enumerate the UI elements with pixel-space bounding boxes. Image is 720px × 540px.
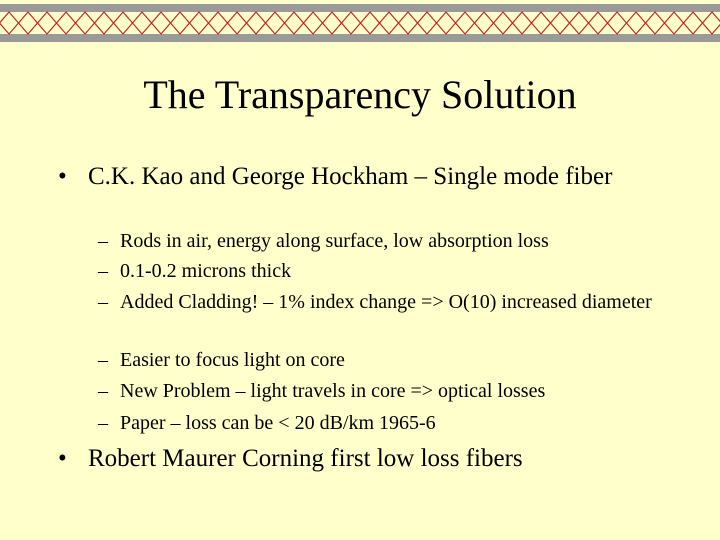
dash-marker: – <box>98 230 108 252</box>
sub-bullet-text: Rods in air, energy along surface, low absorption loss <box>120 230 549 252</box>
dash-marker: – <box>98 380 108 402</box>
bullet-text: C.K. Kao and George Hockham – Single mode fiber <box>88 163 613 190</box>
dash-marker: – <box>98 260 108 282</box>
zigzag-pattern <box>0 12 720 34</box>
sub-bullet-text: New Problem – light travels in core => optical losses <box>120 380 546 402</box>
sub-bullet-item <box>98 378 658 404</box>
sub-bullet-item <box>98 347 658 373</box>
bullet-text: Robert Maurer Corning first low loss fibers <box>88 445 523 472</box>
sub-bullet-item <box>98 410 658 436</box>
bullet-marker: • <box>58 445 67 472</box>
sub-bullet-item <box>98 258 658 284</box>
sub-bullet-text: Paper – loss can be < 20 dB/km 1965-6 <box>120 412 436 434</box>
sub-bullet-text: Easier to focus light on core <box>120 349 345 371</box>
header-decoration <box>0 0 720 48</box>
sub-bullet-text: 0.1-0.2 microns thick <box>120 260 292 282</box>
slide-title: The Transparency Solution <box>143 72 577 117</box>
dash-marker: – <box>98 412 108 434</box>
bottom-band <box>0 34 720 42</box>
sub-bullet-item <box>98 289 658 315</box>
sub-bullet-item <box>98 228 658 254</box>
sub-bullet-text: Added Cladding! – 1% index change => O(10) increased diameter <box>120 291 652 313</box>
zigzag-line <box>0 12 720 34</box>
dash-marker: – <box>98 349 108 371</box>
bullet-item <box>58 444 678 474</box>
dash-marker: – <box>98 291 108 313</box>
top-band <box>0 4 720 12</box>
bullet-marker: • <box>58 163 67 190</box>
bullet-item <box>58 162 678 192</box>
